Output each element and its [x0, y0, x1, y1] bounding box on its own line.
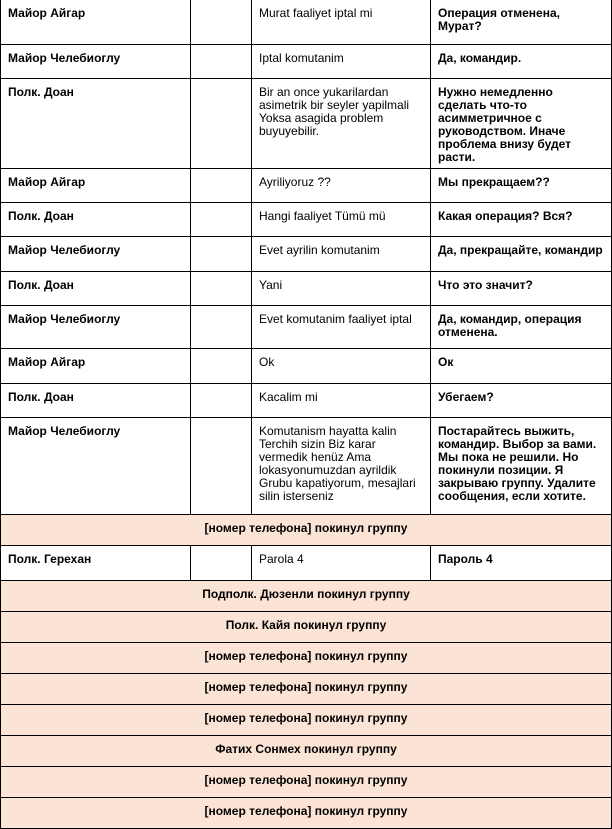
translation-cell: Операция отменена, Мурат? [431, 0, 612, 45]
group-event-row [1, 612, 612, 643]
speaker-cell: Майор Айгар [1, 349, 191, 384]
group-event-text: [номер телефона] покинул группу [1, 767, 612, 798]
group-event-text: [номер телефона] покинул группу [1, 798, 612, 829]
original-text-cell: Iptal komutanim [252, 45, 431, 79]
group-event-row [1, 705, 612, 736]
speaker-cell: Майор Челебиоглу [1, 306, 191, 349]
speaker-cell: Полк. Доан [1, 79, 191, 169]
original-text-cell: Evet ayrilin komutanim [252, 237, 431, 272]
translation-cell: Убегаем? [431, 384, 612, 418]
speaker-cell: Майор Челебиоглу [1, 418, 191, 515]
table-row [1, 203, 612, 237]
group-event-text: Фатих Сонмех покинул группу [1, 736, 612, 767]
group-event-text: [номер телефона] покинул группу [1, 674, 612, 705]
translation-cell: Пароль 4 [431, 546, 612, 581]
empty-cell [191, 79, 252, 169]
table-row [1, 546, 612, 581]
original-text-cell: Komutanism hayatta kalin Terchih sizin Biz karar vermedik henüz Ama lokasyonumuzdan ayrildik Grubu kapatiyorum, mesajlari silin isterseniz [252, 418, 431, 515]
empty-cell [191, 237, 252, 272]
translation-cell: Ок [431, 349, 612, 384]
speaker-cell: Полк. Доан [1, 203, 191, 237]
group-event-row [1, 515, 612, 546]
speaker-cell: Полк. Доан [1, 272, 191, 306]
original-text-cell: Yani [252, 272, 431, 306]
empty-cell [191, 45, 252, 79]
table-row [1, 0, 612, 45]
original-text-cell: Kacalim mi [252, 384, 431, 418]
original-text-cell: Ayriliyoruz ?? [252, 169, 431, 203]
table-row [1, 418, 612, 515]
translation-cell: Что это значит? [431, 272, 612, 306]
speaker-cell: Майор Челебиоглу [1, 45, 191, 79]
empty-cell [191, 306, 252, 349]
original-text-cell: Bir an once yukarilardan asimetrik bir seyler yapilmali Yoksa asagida problem buyuyebilir. [252, 79, 431, 169]
group-event-text: Подполк. Дюзенли покинул группу [1, 581, 612, 612]
table-row [1, 349, 612, 384]
translation-cell: Нужно немедленно сделать что-то асимметричное с руководством. Иначе проблема внизу будет расти. [431, 79, 612, 169]
table-row [1, 306, 612, 349]
original-text-cell: Ok [252, 349, 431, 384]
empty-cell [191, 349, 252, 384]
empty-cell [191, 546, 252, 581]
table-row [1, 272, 612, 306]
empty-cell [191, 418, 252, 515]
speaker-cell: Полк. Доан [1, 384, 191, 418]
empty-cell [191, 169, 252, 203]
table-row [1, 45, 612, 79]
translation-cell: Мы прекращаем?? [431, 169, 612, 203]
original-text-cell: Parola 4 [252, 546, 431, 581]
speaker-cell: Полк. Герехан [1, 546, 191, 581]
table-row [1, 169, 612, 203]
speaker-cell: Майор Айгар [1, 0, 191, 45]
original-text-cell: Murat faaliyet iptal mi [252, 0, 431, 45]
translation-cell: Да, командир. [431, 45, 612, 79]
table-row [1, 384, 612, 418]
speaker-cell: Майор Айгар [1, 169, 191, 203]
group-event-row [1, 767, 612, 798]
translation-cell: Какая операция? Вся? [431, 203, 612, 237]
speaker-cell: Майор Челебиоглу [1, 237, 191, 272]
table-row [1, 237, 612, 272]
empty-cell [191, 272, 252, 306]
empty-cell [191, 203, 252, 237]
group-event-row [1, 798, 612, 829]
empty-cell [191, 0, 252, 45]
original-text-cell: Hangi faaliyet Tümü mü [252, 203, 431, 237]
empty-cell [191, 384, 252, 418]
translation-cell: Да, командир, операция отменена. [431, 306, 612, 349]
original-text-cell: Evet komutanim faaliyet iptal [252, 306, 431, 349]
group-event-text: [номер телефона] покинул группу [1, 705, 612, 736]
group-event-text: [номер телефона] покинул группу [1, 643, 612, 674]
group-event-text: [номер телефона] покинул группу [1, 515, 612, 546]
group-event-row [1, 736, 612, 767]
group-event-row [1, 581, 612, 612]
translation-cell: Постарайтесь выжить, командир. Выбор за вами. Мы пока не решили. Но покинули позиции. Я закрываю группу. Удалите сообщения, если хотите. [431, 418, 612, 515]
group-event-row [1, 643, 612, 674]
group-event-row [1, 674, 612, 705]
table-row [1, 79, 612, 169]
translation-cell: Да, прекращайте, командир [431, 237, 612, 272]
group-event-text: Полк. Кайя покинул группу [1, 612, 612, 643]
